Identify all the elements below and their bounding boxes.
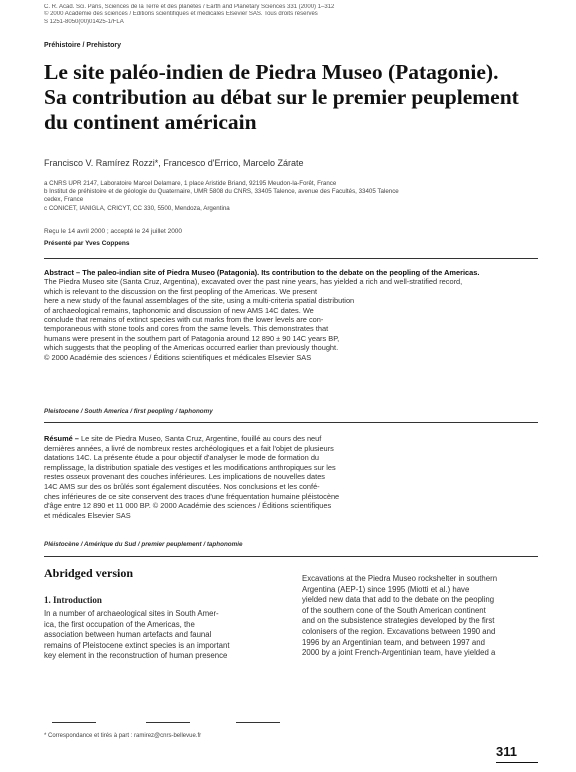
footnote-rules: [52, 722, 282, 724]
article-title: [44, 60, 544, 135]
resume-line: restes osseux provenant des couches inférieures. Les implications de nouvelles dates: [44, 472, 326, 482]
resume-line: et médicales Elsevier SAS: [44, 510, 131, 520]
abstract-line: of archaeological remains, taphonomic and discussion of new AMS 14C dates. We: [44, 305, 314, 315]
left-body: [44, 609, 288, 662]
abstract-en: [44, 268, 538, 362]
abstract-line: which is relevant to the discussion on the first peopling of the Americas. We present: [44, 286, 318, 296]
intro-heading: 1. Introduction: [44, 595, 102, 605]
section-label: Préhistoire / Prehistory: [44, 42, 122, 49]
page-number-rule: [496, 762, 538, 763]
body-line: Excavations at the Piedra Museo rockshelter in southern: [302, 574, 498, 583]
body-line: ica, the first occupation of the Americas, the: [44, 619, 195, 629]
abstract-line: © 2000 Académie des sciences / Éditions scientifiques et médicales Elsevier SAS: [44, 352, 312, 362]
body-line: 1996 by an Argentinian team, and between 1997 and: [302, 637, 485, 647]
resume-line: 14C AMS sur des os brûlés sont également discutées. Nos conclusions et les confé-: [44, 481, 320, 491]
abridged-heading: Abridged version: [44, 566, 134, 580]
body-line: 2000 by a joint French-Argentinian team, have yielded a: [302, 648, 496, 658]
journal-header: [44, 4, 524, 26]
footnote-rule: [146, 722, 190, 723]
resume-line: ches inférieures de ce site conservent des traces d'une fréquentation humaine pléistocène: [44, 491, 340, 501]
resume-line: [44, 434, 538, 444]
abstract-line: here a new study of the faunal assemblages of the site, using a multi-criteria spatial distribution: [44, 296, 355, 306]
footnote-rule: [52, 722, 96, 723]
header-line: S 1251-8050(00)01425-1/FLA: [44, 18, 124, 25]
title-line: Sa contribution au débat sur le premier peuplement: [44, 85, 519, 109]
affiliations: [44, 180, 539, 213]
keywords-en: Pleistocene / South America / first peopling / taphonomy: [44, 408, 213, 415]
resume-line: datations 14C. La présente étude a pour objectif d'analyser le mode de formation du: [44, 453, 320, 463]
left-column: [44, 566, 288, 662]
header-line: © 2000 Académie des sciences / Éditions scientifiques et médicales Elsevier SAS. Tous droits réservés: [44, 11, 318, 18]
title-line: du continent américain: [44, 110, 257, 134]
body-line: Argentina (AEP-1) since 1995 (Miotti et al.) have: [302, 584, 470, 594]
body-line: key element in the reconstruction of human presence: [44, 651, 228, 661]
affiliation-line: a CNRS UPR 2147, Laboratoire Marcel Delamare, 1 place Aristide Briand, 92195 Meudon-la-Forêt, France: [44, 180, 337, 187]
body-line: yielded new data that add to the debate on the peopling: [302, 595, 495, 605]
abstract-lead: Abstract – The paleo-indian site of Piedra Museo (Patagonia). Its contribution to the debate on the peopling of the Americas.: [44, 268, 480, 277]
body-line: of the southern cone of the South American continent: [302, 605, 486, 615]
abstract-line: humans were present in the southern part of Patagonia around 12 890 ± 90 14C years BP,: [44, 333, 340, 343]
resume-line: remplissage, la distribution spatiale des vestiges et les modifications anthropiques sur les: [44, 462, 336, 472]
divider: [44, 258, 538, 259]
right-column: [302, 566, 540, 659]
body-line: colonisers of the region. Excavations between 1990 and: [302, 626, 496, 636]
abstract-fr: [44, 434, 538, 520]
divider: [44, 422, 538, 423]
footnote: * Correspondance et tirés à part : ramirez@cnrs-bellevue.fr: [44, 733, 202, 739]
abstract-line: The Piedra Museo site (Santa Cruz, Argentina), excavated over the past nine years, has yielded a rich and well-stratified record,: [44, 277, 463, 287]
affiliation-line: c CONICET, IANIGLA, CRICYT, CC 330, 5500, Mendoza, Argentina: [44, 204, 230, 212]
right-body: [302, 574, 540, 659]
body-line: and on the subsistence strategies developed by the first: [302, 616, 495, 626]
body-line: remains of Pleistocene extinct species is an important: [44, 640, 230, 650]
header-line: C. R. Acad. Sci. Paris, Sciences de la Terre et des planètes / Earth and Planetary Sciences 331 (2000) 1–312: [44, 4, 335, 10]
received-dates: Reçu le 14 avril 2000 ; accepté le 24 juillet 2000: [44, 228, 183, 235]
affiliation-line: b Institut de préhistoire et de géologie du Quaternaire, UMR 5808 du CNRS, 33405 Talence, avenue des Facultés, 33405 Talence: [44, 188, 399, 196]
author-list: Francisco V. Ramírez Rozzi*, Francesco d'Errico, Marcelo Zárate: [44, 158, 304, 168]
abstract-line: conclude that remains of extinct species with cut marks from the lower levels are con-: [44, 315, 324, 325]
page-number: 311: [496, 744, 517, 759]
keywords-fr: Pléistocène / Amérique du Sud / premier peuplement / taphonomie: [44, 541, 243, 548]
abstract-line: which suggests that the peopling of the Americas occurred earlier than previously thought.: [44, 343, 339, 353]
body-line: association between human artefacts and faunal: [44, 630, 212, 640]
abstract-line: temporaneous with stone tools and cores from the same levels. This demonstrates that: [44, 324, 329, 334]
resume-line: d'âge entre 12 890 et 11 000 BP. © 2000 Académie des sciences / Éditions scientifiques: [44, 501, 332, 511]
affiliation-line: cedex, France: [44, 196, 84, 204]
footnote-rule: [236, 722, 280, 723]
resume-line: dernières années, a livré de nombreux restes archéologiques et a fait l'objet de plusieurs: [44, 443, 334, 453]
resume-lead: Résumé –: [44, 434, 79, 443]
body-line: In a number of archaeological sites in South Amer-: [44, 609, 219, 618]
presented-by: Présenté par Yves Coppens: [44, 240, 130, 247]
divider: [44, 556, 538, 557]
resume-first: Le site de Piedra Museo, Santa Cruz, Argentine, fouillé au cours des neuf: [80, 434, 322, 443]
title-line: Le site paléo-indien de Piedra Museo (Patagonie).: [44, 60, 499, 84]
